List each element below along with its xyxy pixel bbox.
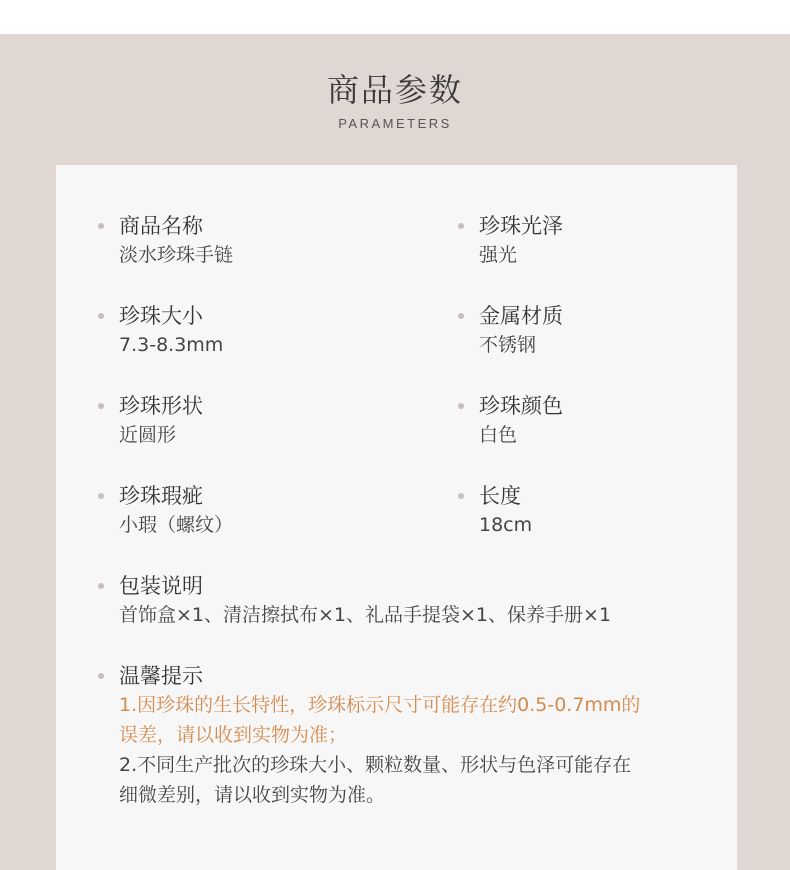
param-value: 不锈钢 (479, 334, 537, 356)
tips-line: 2.不同生产批次的珍珠大小、颗粒数量、形状与色泽可能存在 (119, 754, 632, 776)
param-label: 珍珠颜色 (479, 394, 563, 418)
param-label: 温馨提示 (119, 664, 203, 688)
param-value: 18cm (479, 514, 533, 536)
bullet-dot (98, 403, 104, 409)
bullet-dot (98, 223, 104, 229)
bullet-dot (98, 313, 104, 319)
param-label: 珍珠大小 (119, 304, 203, 328)
bullet-dot (98, 673, 104, 679)
param-pearl-color (479, 392, 563, 450)
param-value: 小瑕（螺纹） (119, 514, 234, 536)
section-title: 商品参数 (326, 71, 463, 109)
param-metal-material (479, 302, 563, 360)
section-subtitle: PARAMETERS (338, 116, 452, 131)
tips-line: 1.因珍珠的生长特性，珍珠标示尺寸可能存在约0.5-0.7mm的 (119, 694, 641, 716)
section-heading (0, 68, 790, 131)
param-value: 强光 (479, 244, 518, 266)
param-label: 珍珠瑕疵 (119, 484, 203, 508)
top-white-strip (0, 0, 790, 34)
param-value: 淡水珍珠手链 (119, 244, 234, 266)
param-value: 近圆形 (119, 424, 177, 446)
param-label: 珍珠光泽 (479, 214, 563, 238)
param-label: 商品名称 (119, 214, 203, 238)
param-tips (119, 662, 640, 810)
bullet-dot (458, 403, 464, 409)
param-label: 长度 (479, 484, 521, 508)
param-pearl-flaw (119, 482, 233, 540)
bullet-dot (458, 313, 464, 319)
bullet-dot (98, 493, 104, 499)
bullet-dot (458, 223, 464, 229)
param-label: 珍珠形状 (119, 394, 203, 418)
param-length (479, 482, 532, 540)
bullet-dot (458, 493, 464, 499)
tips-line: 细微差别，请以收到实物为准。 (119, 784, 386, 806)
param-value: 白色 (479, 424, 518, 446)
param-package (119, 572, 611, 630)
param-label: 金属材质 (479, 304, 563, 328)
param-pearl-size (119, 302, 223, 360)
bullet-dot (98, 583, 104, 589)
param-pearl-shape (119, 392, 203, 450)
tips-line: 误差，请以收到实物为准； (119, 724, 348, 746)
param-product-name (119, 212, 233, 270)
param-pearl-luster (479, 212, 563, 270)
param-label: 包装说明 (119, 574, 203, 598)
param-value: 7.3-8.3mm (119, 334, 224, 356)
param-value: 首饰盒×1、清洁擦拭布×1、礼品手提袋×1、保养手册×1 (119, 604, 612, 626)
